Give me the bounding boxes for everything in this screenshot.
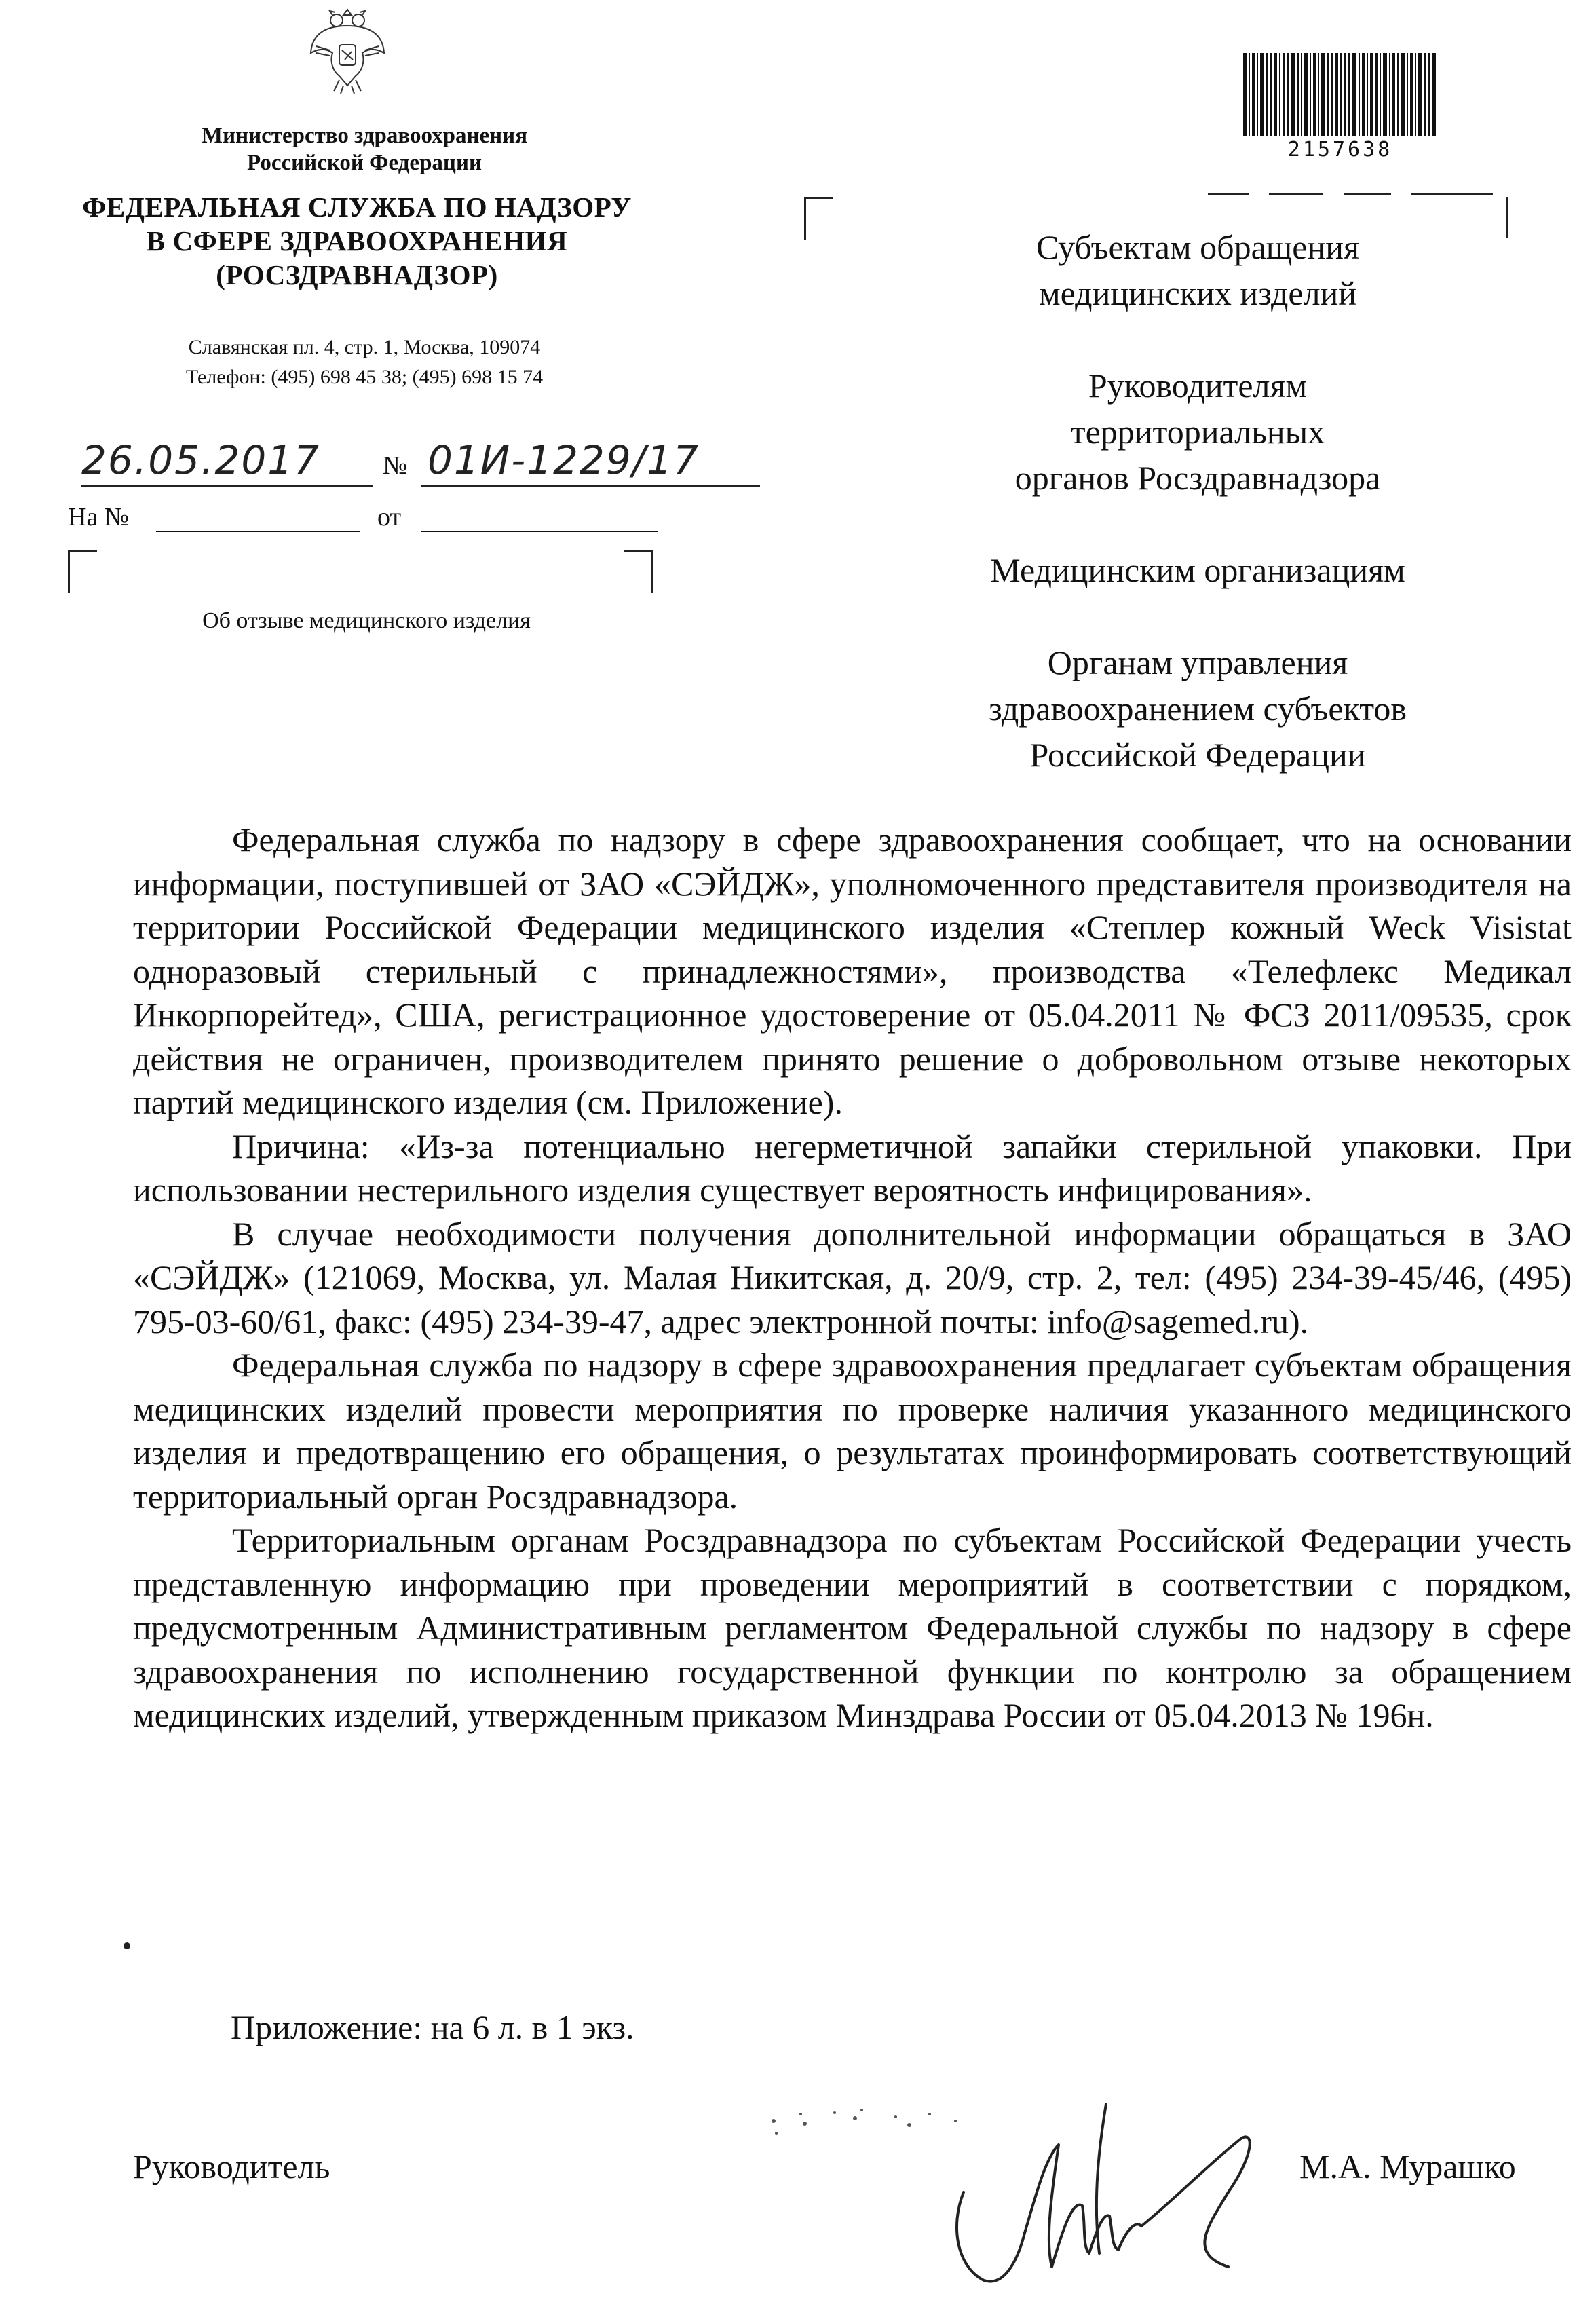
addressee-item: Органам управления здравоохранением субъектов Российской Федерации [988, 643, 1407, 774]
margin-dot [124, 1942, 130, 1949]
from-blank [421, 531, 658, 532]
registration-line [81, 434, 801, 489]
agency-contacts [102, 333, 627, 392]
barcode-number: 2157638 [1287, 138, 1393, 162]
body-paragraph: Федеральная служба по надзору в сфере здравоохранения предлагает субъектам обращения медицинских изделий провести мероприятия по проверке наличия указанного медицинского изделия и предотвращению его обращения, о результатах проинформировать соответствующий территориальный орган Росздравнадзора. [133, 1346, 1572, 1516]
letter-body [133, 818, 1572, 1737]
reply-to-line [68, 502, 665, 543]
from-label: от [377, 503, 402, 531]
addressee-bracket-left [804, 197, 833, 240]
registration-date: 26.05.2017 [81, 437, 321, 483]
reply-to-label: На № [68, 503, 130, 531]
signature-mark [943, 2063, 1282, 2294]
number-sign: № [383, 451, 408, 480]
agency-phone: Телефон: (495) 698 45 38; (495) 698 15 74 [185, 366, 544, 388]
reply-to-blank [156, 531, 360, 532]
body-paragraph: В случае необходимости получения дополнительной информации обращаться в ЗАО «СЭЙДЖ» (121069, Москва, ул. Малая Никитская, д. 20/9, стр. 2, тел: (495) 234-39-45/46, (495) 795-03-60/61, факс: (495) 234-39-47, адрес электронной почты: info@sagemed.ru). [133, 1214, 1572, 1340]
body-paragraph: Территориальным органам Росздравнадзора по субъектам Российской Федерации учесть представленную информацию при проведении мероприятий в соответствии с порядком, предусмотренным Административным регламентом Федеральной службы по надзору в сфере здравоохранения по исполнению государственной функции по контролю за обращением медицинских изделий, утвержденным приказом Минздрава России от 05.04.2013 № 196н. [133, 1521, 1572, 1734]
subject-bracket-right [624, 550, 653, 593]
subject-bracket-left [68, 550, 97, 593]
ministry-name: Министерство здравоохранения Российской Федерации [201, 124, 528, 175]
addressee-item: Медицинским организациям [990, 551, 1405, 589]
dashed-separator [1208, 193, 1500, 196]
signatory-name: М.А. Мурашко [1299, 2147, 1516, 2185]
agency-name: ФЕДЕРАЛЬНАЯ СЛУЖБА ПО НАДЗОРУ В СФЕРЕ ЗДРАВООХРАНЕНИЯ (РОСЗДРАВНАДЗОР) [82, 191, 632, 290]
body-paragraph: Федеральная служба по надзору в сфере здравоохранения сообщает, что на основании информации, поступившей от ЗАО «СЭЙДЖ», уполномоченного представителя производителя на территории Российской Федерации медицинского изделия «Степлер кожный Weck Visistat одноразовый стерильный с принадлежностями», производства «Телефлекс Медикал Инкорпорейтед», США, регистрационное удостоверение от 05.04.2011 № ФСЗ 2011/09535, срок действия не ограничен, производителем принято решение о добровольном отзыве некоторых партий медицинского изделия (см. Приложение). [133, 821, 1572, 1121]
body-paragraph: Причина: «Из-за потенциально негерметичной запайки стерильной упаковки. При использовании нестерильного изделия существует вероятность инфицирования». [133, 1127, 1572, 1209]
coat-of-arms-icon [307, 5, 388, 96]
addressee-item: Субъектам обращения медицинских изделий [1036, 228, 1359, 312]
addressee-item: Руководителям территориальных органов Росздравнадзора [1014, 366, 1381, 497]
agency-address: Славянская пл. 4, стр. 1, Москва, 109074 [188, 336, 541, 358]
registration-number: 01И-1229/17 [428, 437, 700, 483]
signatory-title: Руководитель [133, 2147, 330, 2185]
barcode-icon [1242, 53, 1439, 136]
subject-line: Об отзыве медицинского изделия [202, 608, 531, 633]
addressee-block [902, 224, 1493, 824]
attachment-note: Приложение: на 6 л. в 1 экз. [231, 2008, 634, 2046]
